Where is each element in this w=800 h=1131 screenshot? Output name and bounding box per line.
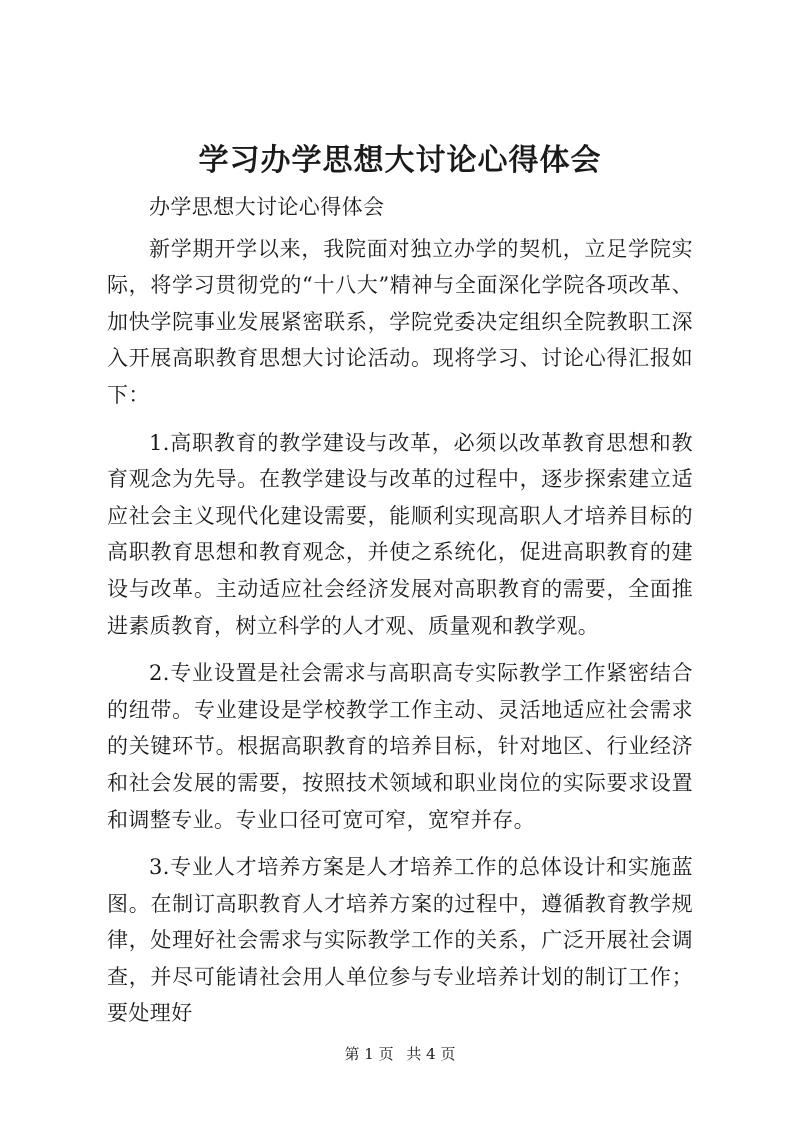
paragraph-point-1: 1.高职教育的教学建设与改革，必须以改革教育思想和教育观念为先导。在教学建设与改革的过程中，逐步探索建立适应社会主义现代化建设需要，能顺利实现高职人才培养目标的高职教育思想和教育观念，并使之系统化，促进高职教育的建设与改革。主动适应社会经济发展对高职教育的需要，全面推进素质教育，树立科学的人才观、质量观和教学观。	[107, 430, 693, 638]
paragraph-point-3: 3.专业人才培养方案是人才培养工作的总体设计和实施蓝图。在制订高职教育人才培养方案的过程中，遵循教育教学规律，处理好社会需求与实际教学工作的关系，广泛开展社会调查，并尽可能请社会用人单位参与专业培养计划的制订工作；要处理好	[107, 855, 693, 1026]
document-body	[107, 189, 693, 1043]
page-total: 共 4 页	[406, 1045, 456, 1063]
document-subtitle: 办学思想大讨论心得体会	[149, 195, 385, 219]
page-number: 第 1 页	[344, 1045, 394, 1063]
paragraph-point-2: 2.专业设置是社会需求与高职高专实际教学工作紧密结合的纽带。专业建设是学校教学工作主动、灵活地适应社会需求的关键环节。根据高职教育的培养目标，针对地区、行业经济和社会发展的需要，按照技术领域和职业岗位的实际要求设置和调整专业。专业口径可宽可窄，宽窄并存。	[107, 661, 693, 832]
document-title: 学习办学思想大讨论心得体会	[198, 143, 602, 178]
page-footer	[0, 1044, 800, 1064]
paragraph-intro: 新学期开学以来，我院面对独立办学的契机，立足学院实际，将学习贯彻党的“十八大”精神与全面深化学院各项改革、加快学院事业发展紧密联系，学院党委决定组织全院教职工深入开展高职教育思想大讨论活动。现将学习、讨论心得汇报如下：	[107, 236, 693, 407]
